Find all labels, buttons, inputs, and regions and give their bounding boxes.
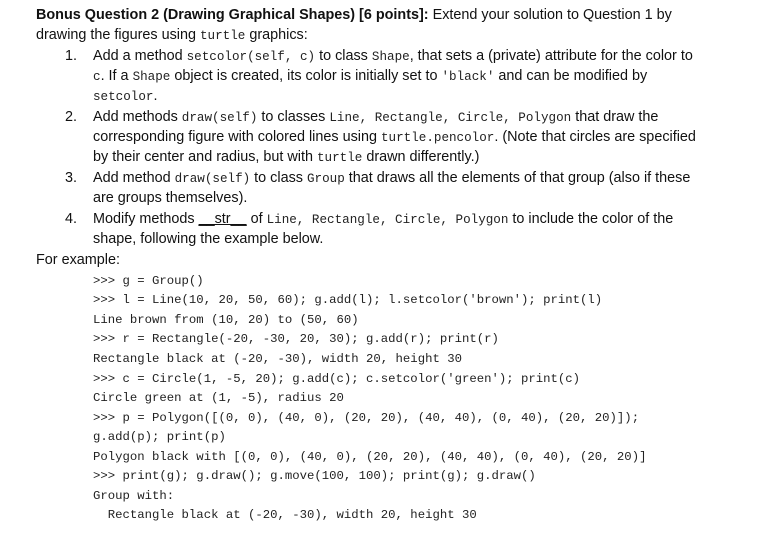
question-header xyxy=(36,5,672,25)
code-line: Circle green at (1, -5), radius 20 xyxy=(93,391,344,405)
question-title: Bonus Question 2 (Drawing Graphical Shapes) [6 points]: xyxy=(36,7,429,23)
code-line: Polygon black with [(0, 0), (40, 0), (20, 20), (40, 40), (0, 40), (20, 20)] xyxy=(93,450,647,464)
item-3-line-1: Add method draw(self) to class Group that draws all the elements of that group (also if these xyxy=(93,170,691,186)
item-3-number: 3. xyxy=(65,170,78,186)
item-2-line-1: Add methods draw(self) to classes Line, Rectangle, Circle, Polygon that draw the xyxy=(93,109,659,125)
code-line: >>> print(g); g.draw(); g.move(100, 100); print(g); g.draw() xyxy=(93,469,536,483)
item-4-number: 4. xyxy=(65,211,78,227)
code-line: g.add(p); print(p) xyxy=(93,430,226,444)
code-line: >>> c = Circle(1, -5, 20); g.add(c); c.setcolor('green'); print(c) xyxy=(93,372,581,386)
item-2-line-3: by their center and radius, but with turtle drawn differently.) xyxy=(93,149,480,165)
code-line: Rectangle black at (-20, -30), width 20, height 30 xyxy=(93,508,477,522)
code-line: Rectangle black at (-20, -30), width 20, height 30 xyxy=(93,352,462,366)
question-intro-line2: drawing the figures using turtle graphics: xyxy=(36,27,308,43)
code-line: Line brown from (10, 20) to (50, 60) xyxy=(93,313,359,327)
code-line: >>> p = Polygon([(0, 0), (40, 0), (20, 20), (40, 40), (0, 40), (20, 20)]); xyxy=(93,411,640,425)
code-line: >>> r = Rectangle(-20, -30, 20, 30); g.add(r); print(r) xyxy=(93,332,499,346)
item-3-line-2: are groups themselves). xyxy=(93,190,248,206)
code-line: >>> g = Group() xyxy=(93,274,204,288)
item-1-line-2: c. If a Shape object is created, its color is initially set to 'black' and can be modified by xyxy=(93,68,648,84)
item-2-line-2: corresponding figure with colored lines using turtle.pencolor. (Note that circles are specified xyxy=(93,129,696,145)
item-2-number: 2. xyxy=(65,109,78,125)
item-4-line-1: Modify methods __str__ of Line, Rectangle, Circle, Polygon to include the color of the xyxy=(93,211,674,227)
question-intro: Extend your solution to Question 1 by xyxy=(428,7,672,23)
item-1-number: 1. xyxy=(65,48,78,64)
example-label: For example: xyxy=(36,252,120,268)
code-line: >>> l = Line(10, 20, 50, 60); g.add(l); l.setcolor('brown'); print(l) xyxy=(93,293,603,307)
item-1-line-1: Add a method setcolor(self, c) to class Shape, that sets a (private) attribute for the color to xyxy=(93,48,693,64)
code-line: Group with: xyxy=(93,489,175,503)
item-1-line-3: setcolor. xyxy=(93,88,158,104)
item-4-line-2: shape, following the example below. xyxy=(93,231,324,247)
